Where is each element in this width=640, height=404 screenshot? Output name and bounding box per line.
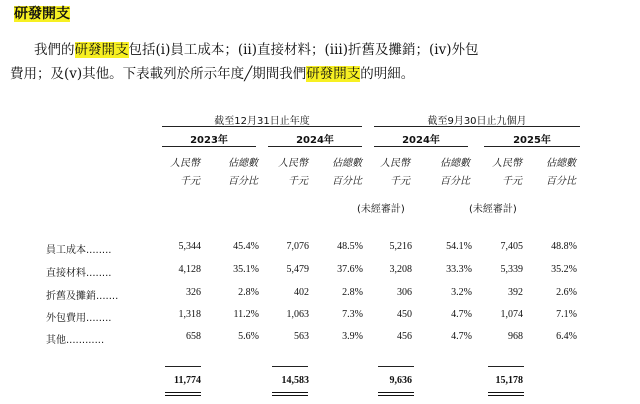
table-cell: 45.4%: [233, 241, 259, 252]
section-title: [14, 3, 70, 23]
table-cell: 11.2%: [233, 309, 259, 320]
group-header-annual: 截至12月31日止年度: [214, 116, 310, 127]
table-cell: 48.5%: [337, 241, 363, 252]
row-label-direct-materials: 直接材料........: [46, 268, 112, 279]
table-cell: 5,339: [500, 264, 523, 275]
table-cell: 48.8%: [551, 241, 577, 252]
subtotal-rule: [378, 366, 414, 367]
year-rule: [374, 146, 468, 147]
table-cell: 456: [397, 331, 412, 342]
table-cell: 563: [294, 331, 309, 342]
table-cell: 54.1%: [446, 241, 472, 252]
total-double-rule: [165, 392, 201, 396]
group-rule: [374, 126, 580, 127]
section-title-text: 研發開支: [14, 6, 70, 22]
total-double-rule: [488, 392, 524, 396]
row-label-outsourcing: 外包費用........: [46, 313, 112, 324]
group-header-nine-months: 截至9月30日止九個月: [427, 116, 527, 127]
col-header-pct: 佔總數 百分比: [546, 158, 576, 187]
table-cell: 2.8%: [238, 287, 259, 298]
year-header: 2023年: [190, 135, 228, 146]
table-cell: 392: [508, 287, 523, 298]
table-cell: 306: [397, 287, 412, 298]
year-rule: [484, 146, 580, 147]
table-cell: 1,074: [500, 309, 523, 320]
year-rule: [268, 146, 362, 147]
group-rule: [162, 126, 362, 127]
table-cell: 402: [294, 287, 309, 298]
table-cell: 7,405: [500, 241, 523, 252]
row-label-depreciation: 折舊及攤銷.......: [46, 291, 119, 302]
col-header-rmb: 人民幣 千元: [380, 158, 410, 187]
table-cell: 3.9%: [342, 331, 363, 342]
table-cell: 968: [508, 331, 523, 342]
table-cell: 35.1%: [233, 264, 259, 275]
table-cell: 326: [186, 287, 201, 298]
year-rule: [162, 146, 256, 147]
intro-highlight: 研發開支: [306, 66, 361, 82]
table-cell: 7.1%: [556, 309, 577, 320]
intro-text: 包括(i)員工成本；(ii)直接材料；(iii)折舊及攤銷；(iv)外包: [128, 42, 479, 58]
table-cell: 1,063: [286, 309, 309, 320]
total-double-rule: [378, 392, 414, 396]
unaudited-note: (未經審計): [357, 204, 405, 215]
table-cell: 658: [186, 331, 201, 342]
table-cell: 5,344: [178, 241, 201, 252]
table-cell: 2.8%: [342, 287, 363, 298]
col-header-pct: 佔總數 百分比: [332, 158, 362, 187]
table-cell: 4.7%: [451, 309, 472, 320]
col-header-rmb: 人民幣 千元: [492, 158, 522, 187]
intro-line-1: [34, 38, 622, 62]
table-cell: 35.2%: [551, 264, 577, 275]
table-cell: 450: [397, 309, 412, 320]
table-cell: 5,216: [389, 241, 412, 252]
table-cell: 1,318: [178, 309, 201, 320]
row-label-staff-cost: 員工成本........: [46, 245, 112, 256]
intro-text: 的明細。: [360, 66, 415, 82]
table-cell: 33.3%: [446, 264, 472, 275]
intro-line-2: [10, 62, 622, 86]
unaudited-note: (未經審計): [469, 204, 517, 215]
total-double-rule: [272, 392, 308, 396]
col-header-rmb: 人民幣 千元: [170, 158, 200, 187]
table-cell: 37.6%: [337, 264, 363, 275]
year-header: 2024年: [402, 135, 440, 146]
table-cell: 7.3%: [342, 309, 363, 320]
subtotal-rule: [272, 366, 308, 367]
table-cell: 3.2%: [451, 287, 472, 298]
total-cell: 11,774: [174, 375, 201, 386]
intro-text: 費用；及(v)其他。下表載列於所示年度╱期間我們: [10, 66, 307, 82]
table-cell: 4,128: [178, 264, 201, 275]
col-header-rmb: 人民幣 千元: [278, 158, 308, 187]
col-header-pct: 佔總數 百分比: [228, 158, 258, 187]
table-cell: 3,208: [389, 264, 412, 275]
col-header-pct: 佔總數 百分比: [440, 158, 470, 187]
subtotal-rule: [488, 366, 524, 367]
subtotal-rule: [165, 366, 201, 367]
table-cell: 5,479: [286, 264, 309, 275]
total-cell: 9,636: [389, 375, 412, 386]
table-cell: 7,076: [286, 241, 309, 252]
table-cell: 6.4%: [556, 331, 577, 342]
total-cell: 14,583: [281, 375, 309, 386]
table-cell: 4.7%: [451, 331, 472, 342]
table-cell: 2.6%: [556, 287, 577, 298]
year-header: 2024年: [296, 135, 334, 146]
table-cell: 5.6%: [238, 331, 259, 342]
total-cell: 15,178: [495, 375, 523, 386]
row-label-others: 其他............: [46, 335, 105, 346]
intro-text: 我們的: [34, 42, 75, 58]
year-header: 2025年: [513, 135, 551, 146]
intro-highlight: 研發開支: [74, 42, 129, 58]
